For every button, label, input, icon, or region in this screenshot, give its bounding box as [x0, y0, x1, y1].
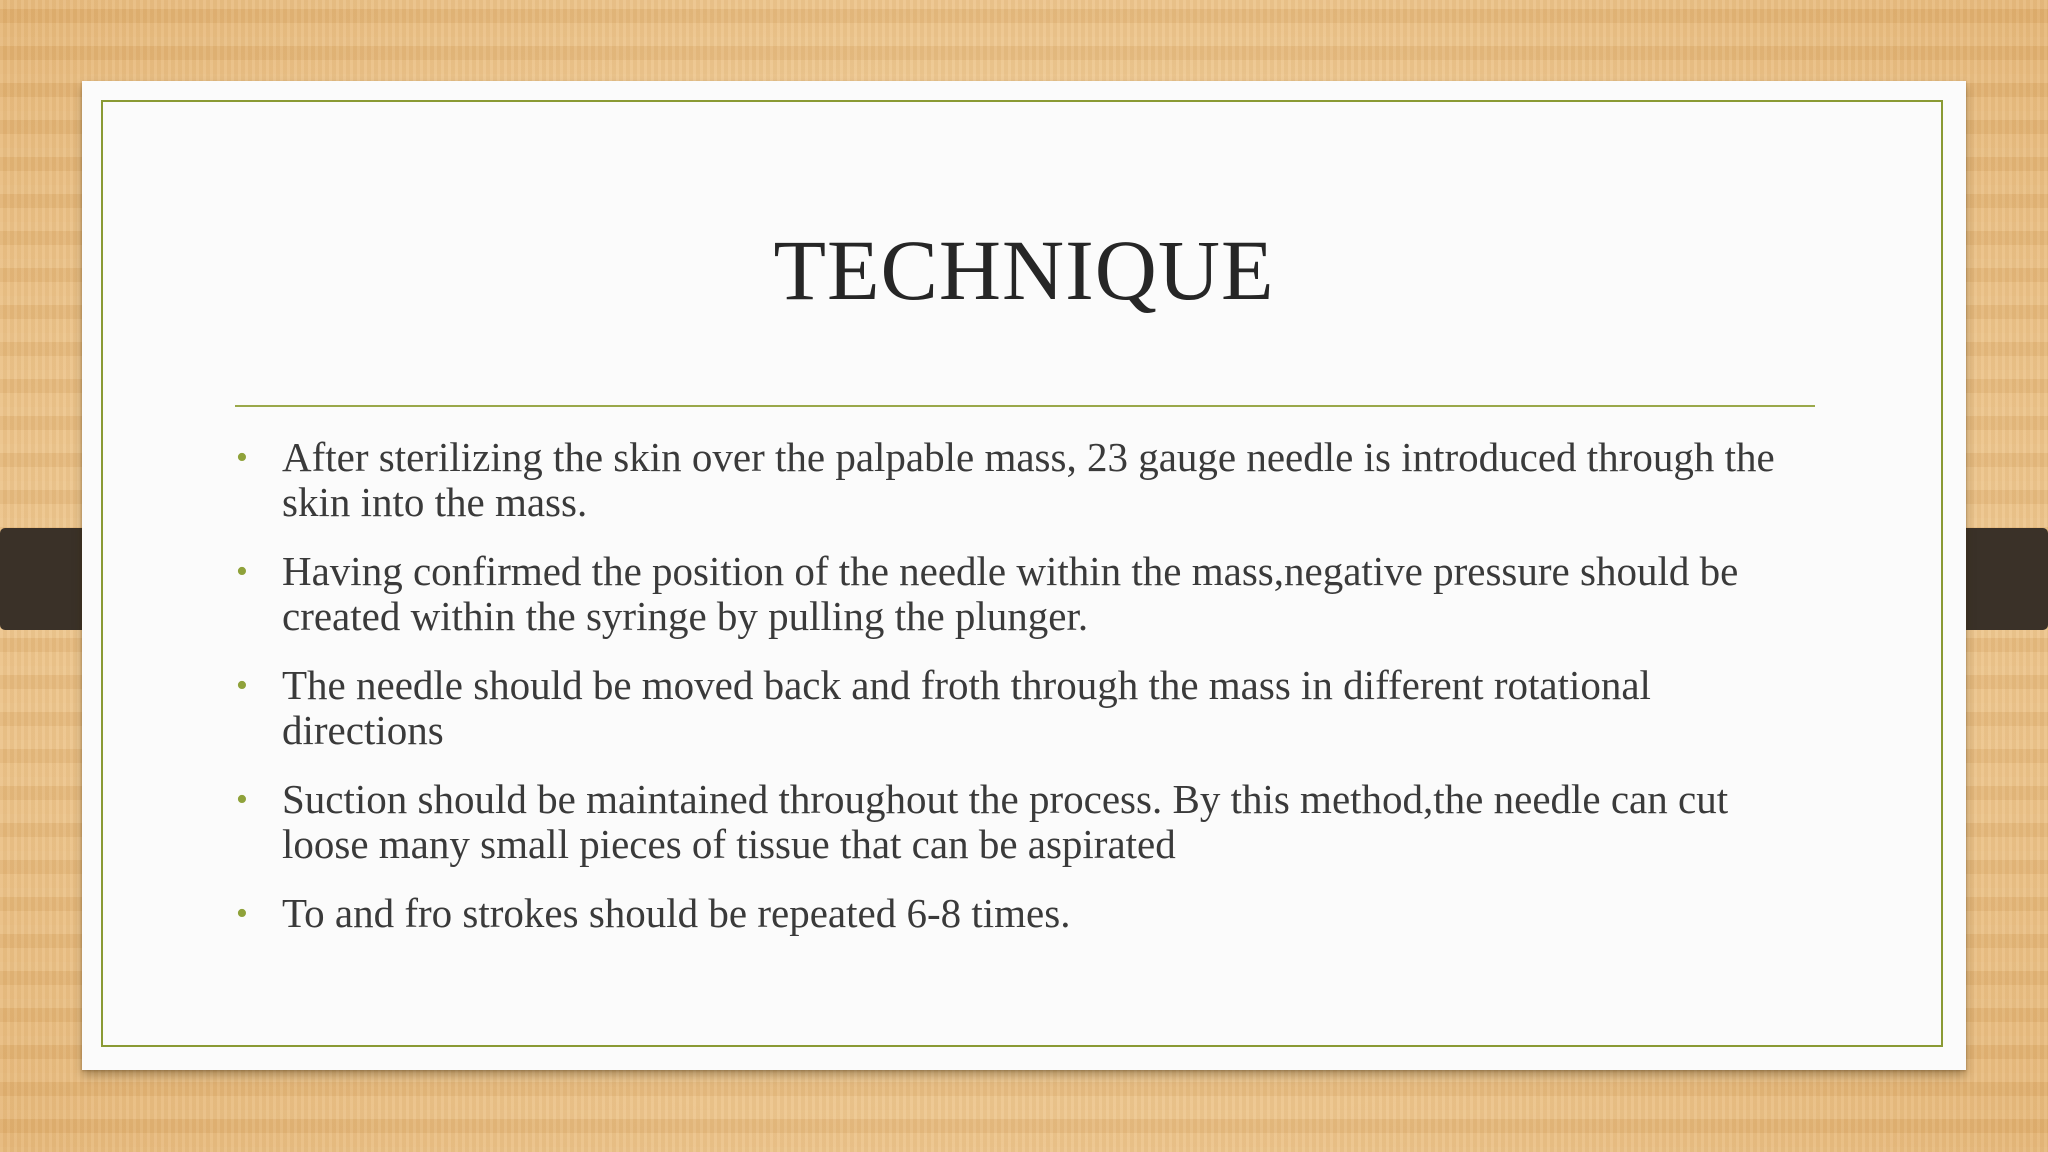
bullet-item: [232, 777, 1822, 867]
bullet-dot-icon: •: [236, 667, 248, 704]
bullet-item: [232, 663, 1822, 753]
bullet-dot-icon: •: [236, 895, 248, 932]
bullet-dot-icon: •: [236, 553, 248, 590]
bullet-dot-icon: •: [236, 781, 248, 818]
bullet-text: To and fro strokes should be repeated 6-8 times.: [282, 890, 1071, 936]
slide-title: TECHNIQUE: [773, 222, 1275, 318]
bullet-text: Suction should be maintained throughout the process. By this method,the needle can cut loose many small pieces of tissue that can be aspirated: [282, 776, 1729, 867]
bullet-item: [232, 435, 1822, 525]
bullet-text: Having confirmed the position of the needle within the mass,negative pressure should be created within the syringe by pulling the plunger.: [282, 548, 1739, 639]
bullet-item: [232, 891, 1822, 936]
bullet-text: The needle should be moved back and froth through the mass in different rotational directions: [282, 662, 1651, 753]
bullet-text: After sterilizing the skin over the palpable mass, 23 gauge needle is introduced through the skin into the mass.: [282, 434, 1775, 525]
bullet-dot-icon: •: [236, 439, 248, 476]
bullet-item: [232, 549, 1822, 639]
bullet-list: [232, 435, 1822, 960]
title-divider: [235, 405, 1815, 407]
